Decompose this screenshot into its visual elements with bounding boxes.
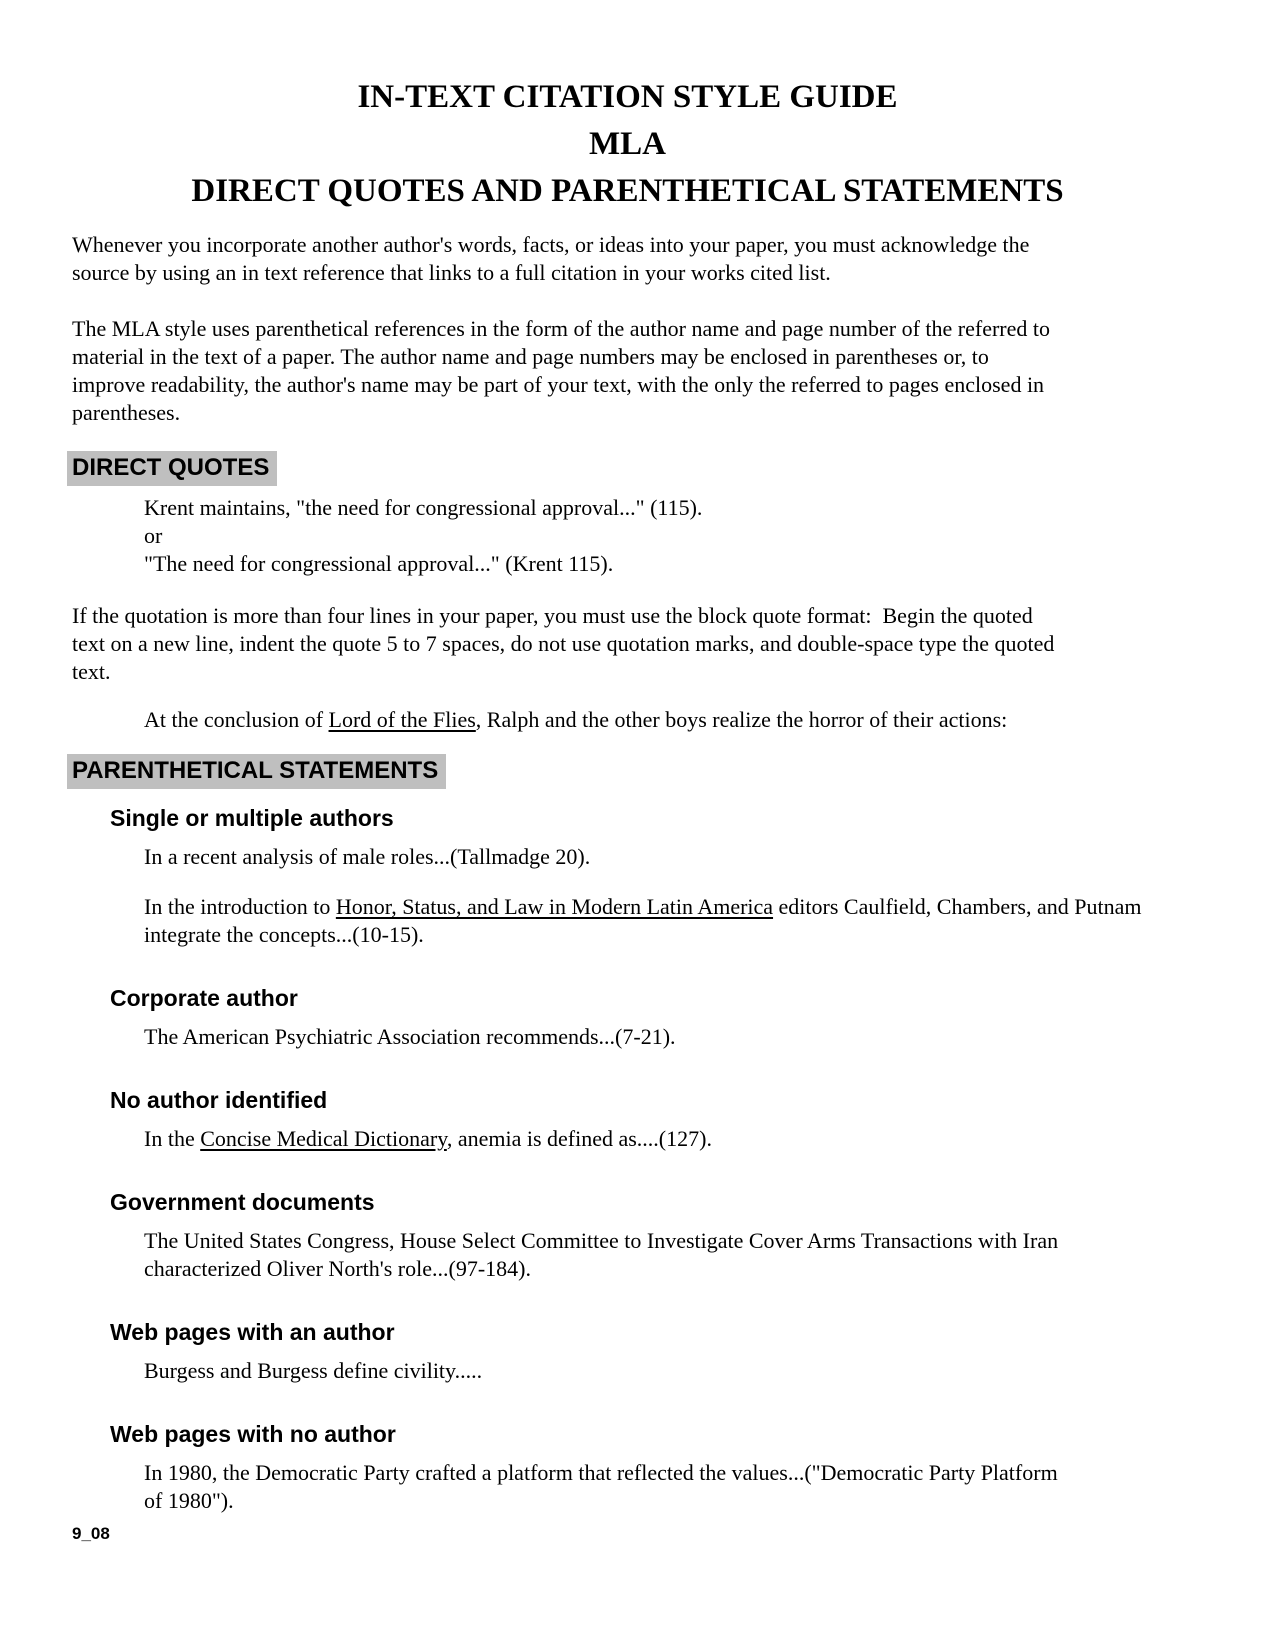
document-title-line-2: MLA bbox=[589, 126, 666, 162]
example-line: In 1980, the Democratic Party crafted a platform that reflected the values...("Democratic Party Platform bbox=[144, 1460, 1058, 1485]
paragraph-line: Whenever you incorporate another author's words, facts, or ideas into your paper, you must acknowledge the bbox=[72, 232, 1030, 257]
paragraph-line: source by using an in text reference that links to a full citation in your works cited list. bbox=[72, 260, 831, 285]
paragraph-line: If the quotation is more than four lines in your paper, you must use the block quote format: Begin the quoted bbox=[72, 603, 1033, 628]
example-multiple-authors bbox=[144, 893, 1183, 949]
section-heading-direct-quotes: DIRECT QUOTES bbox=[67, 451, 277, 486]
example-text: , Ralph and the other boys realize the horror of their actions: bbox=[475, 707, 1008, 732]
document-title bbox=[72, 74, 1183, 215]
section-heading-parenthetical-statements: PARENTHETICAL STATEMENTS bbox=[67, 754, 446, 789]
example-no-author bbox=[144, 1125, 1183, 1153]
example-line: of 1980"). bbox=[144, 1488, 234, 1513]
example-text: In the bbox=[144, 1126, 201, 1151]
intro-paragraph-2 bbox=[72, 315, 1183, 427]
example-line: "The need for congressional approval..." (Krent 115). bbox=[144, 551, 614, 576]
example-line: characterized Oliver North's role...(97-184). bbox=[144, 1256, 531, 1281]
document-title-line-3: DIRECT QUOTES AND PARENTHETICAL STATEMENTS bbox=[191, 173, 1064, 209]
example-text: editors Caulfield, Chambers, and Putnam integrate the concepts...(10-15). bbox=[144, 894, 1147, 947]
example-government-documents bbox=[144, 1227, 1183, 1283]
underlined-book-title: Concise Medical Dictionary bbox=[200, 1126, 447, 1151]
block-quote-rule-paragraph bbox=[72, 602, 1183, 686]
example-line: Krent maintains, "the need for congressional approval..." (115). bbox=[144, 495, 703, 520]
page-footer-revision-label: 9_08 bbox=[72, 1524, 110, 1543]
subheading-single-or-multiple-authors: Single or multiple authors bbox=[110, 805, 394, 831]
paragraph-line: The MLA style uses parenthetical references in the form of the author name and page number of the referred to bbox=[72, 316, 1050, 341]
example-web-no-author bbox=[144, 1459, 1183, 1515]
paragraph-line: improve readability, the author's name may be part of your text, with the only the referred to pages enclosed in bbox=[72, 372, 1045, 397]
paragraph-line: parentheses. bbox=[72, 400, 181, 425]
subheading-no-author-identified: No author identified bbox=[110, 1087, 328, 1113]
intro-paragraph-1 bbox=[72, 231, 1183, 287]
example-corporate-author: The American Psychiatric Association recommends...(7-21). bbox=[144, 1024, 676, 1049]
example-text: In the introduction to bbox=[144, 894, 336, 919]
subheading-corporate-author: Corporate author bbox=[110, 985, 298, 1011]
subheading-web-pages-no-author: Web pages with no author bbox=[110, 1421, 396, 1447]
example-single-author: In a recent analysis of male roles...(Tallmadge 20). bbox=[144, 844, 591, 869]
underlined-book-title: Honor, Status, and Law in Modern Latin America bbox=[335, 894, 774, 919]
example-text: At the conclusion of bbox=[144, 707, 329, 732]
block-quote-example bbox=[144, 706, 1183, 734]
paragraph-line: material in the text of a paper. The author name and page numbers may be enclosed in parentheses or, to bbox=[72, 344, 989, 369]
paragraph-line: text on a new line, indent the quote 5 to 7 spaces, do not use quotation marks, and double-space type the quoted bbox=[72, 631, 1055, 656]
direct-quote-examples bbox=[144, 494, 1183, 578]
underlined-book-title: Lord of the Flies bbox=[328, 707, 476, 732]
subheading-web-pages-with-author: Web pages with an author bbox=[110, 1319, 395, 1345]
document-title-line-1: IN-TEXT CITATION STYLE GUIDE bbox=[357, 79, 898, 115]
example-line: The United States Congress, House Select Committee to Investigate Cover Arms Transactions with Iran bbox=[144, 1228, 1059, 1253]
example-line: or bbox=[144, 523, 163, 548]
subheading-government-documents: Government documents bbox=[110, 1189, 375, 1215]
paragraph-line: text. bbox=[72, 659, 111, 684]
example-web-with-author: Burgess and Burgess define civility..... bbox=[144, 1358, 483, 1383]
example-text: , anemia is defined as....(127). bbox=[446, 1126, 712, 1151]
